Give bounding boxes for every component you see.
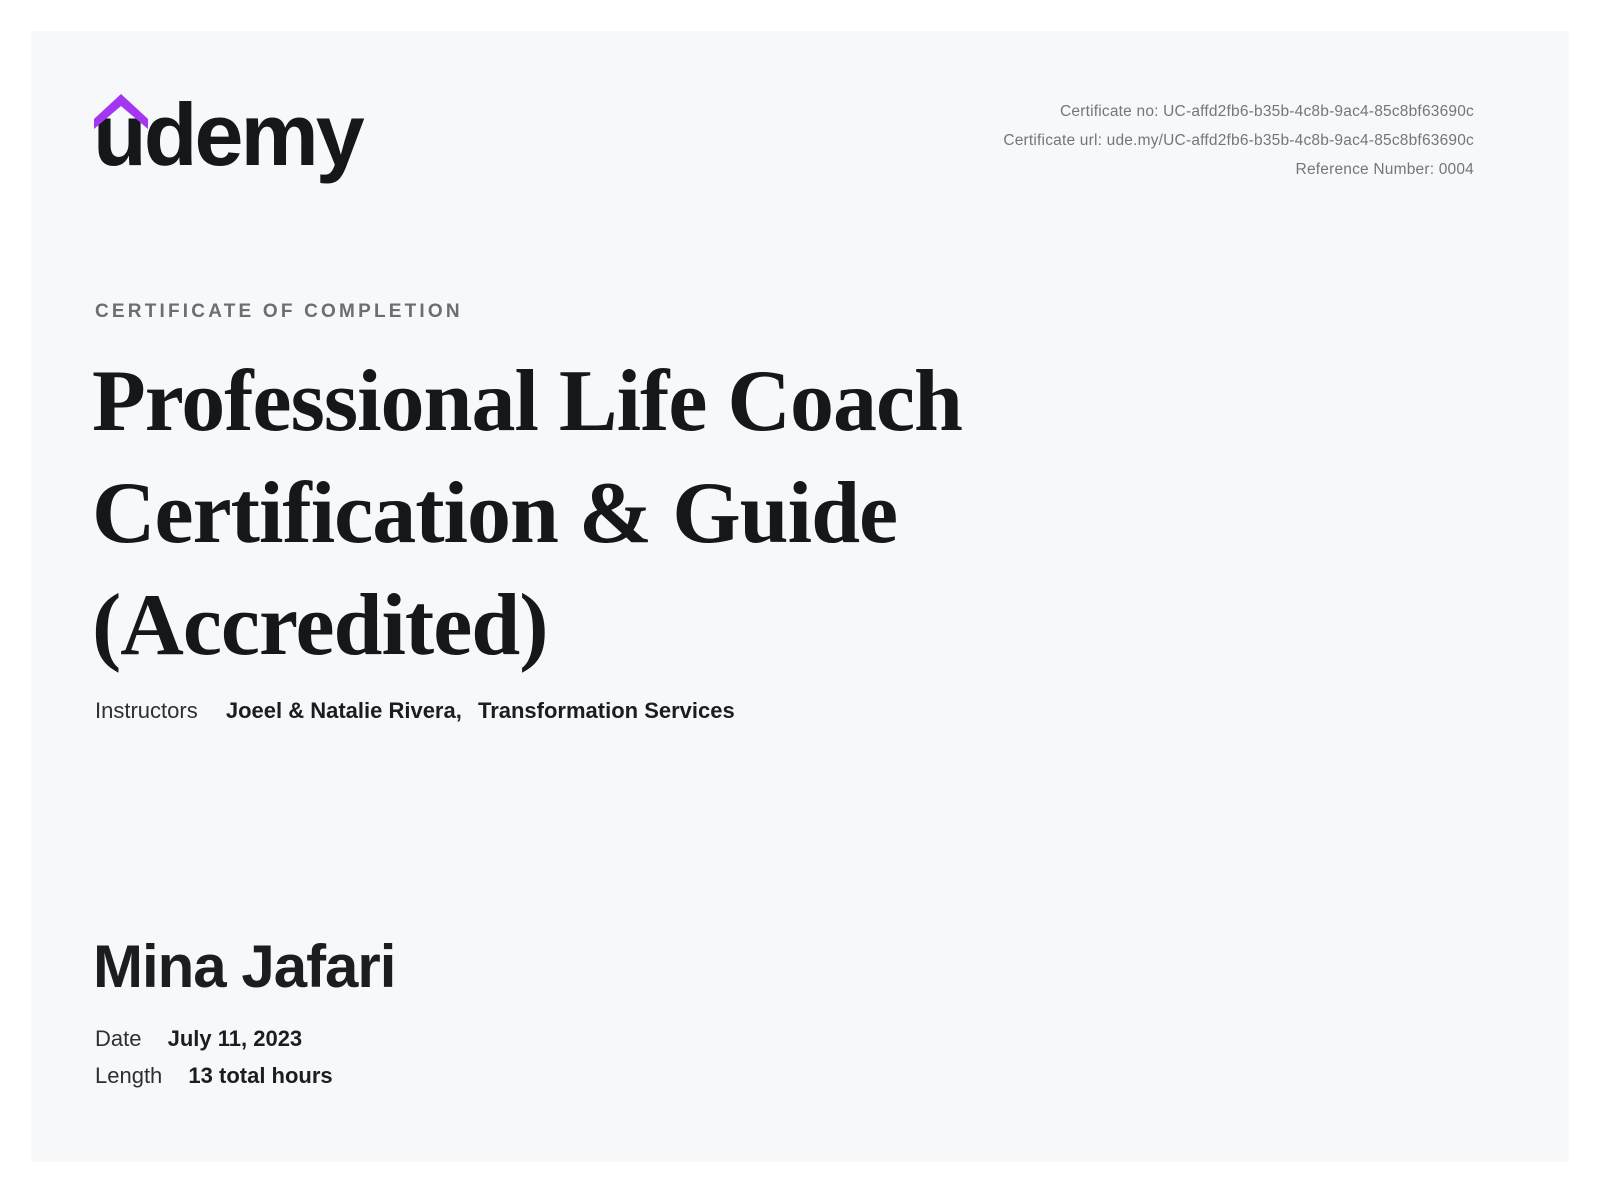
instructors-row: [95, 698, 735, 724]
date-value: July 11, 2023: [167, 1026, 303, 1051]
certificate-url: Certificate url: ude.my/UC-affd2fb6-b35b-4c8b-9ac4-85c8bf63690c: [1003, 132, 1474, 149]
instructors-organization: Transformation Services: [477, 698, 735, 723]
certificate-number: Certificate no: UC-affd2fb6-b35b-4c8b-9ac4-85c8bf63690c: [1060, 103, 1474, 120]
length-value: 13 total hours: [188, 1063, 333, 1088]
date-row: [95, 1026, 302, 1052]
date-label: Date: [95, 1026, 142, 1051]
udemy-logo: [93, 85, 373, 202]
udemy-wordmark: udemy: [93, 85, 362, 184]
instructors-label: Instructors: [95, 698, 198, 723]
certificate-of-completion-label: CERTIFICATE OF COMPLETION: [95, 301, 463, 322]
certificate-meta: [1003, 97, 1474, 184]
course-title-line-2: Certification & Guide: [92, 465, 898, 562]
course-title-line-1: Professional Life Coach: [92, 353, 962, 450]
length-row: [95, 1063, 333, 1089]
reference-number: Reference Number: 0004: [1295, 161, 1474, 178]
course-title-line-3: (Accredited): [92, 577, 548, 674]
course-title: [92, 346, 962, 682]
length-label: Length: [95, 1063, 163, 1088]
recipient-name: Mina Jafari: [93, 933, 396, 1000]
instructors-names: Joeel & Natalie Rivera,: [225, 698, 462, 723]
udemy-chevron-icon: [94, 94, 148, 129]
